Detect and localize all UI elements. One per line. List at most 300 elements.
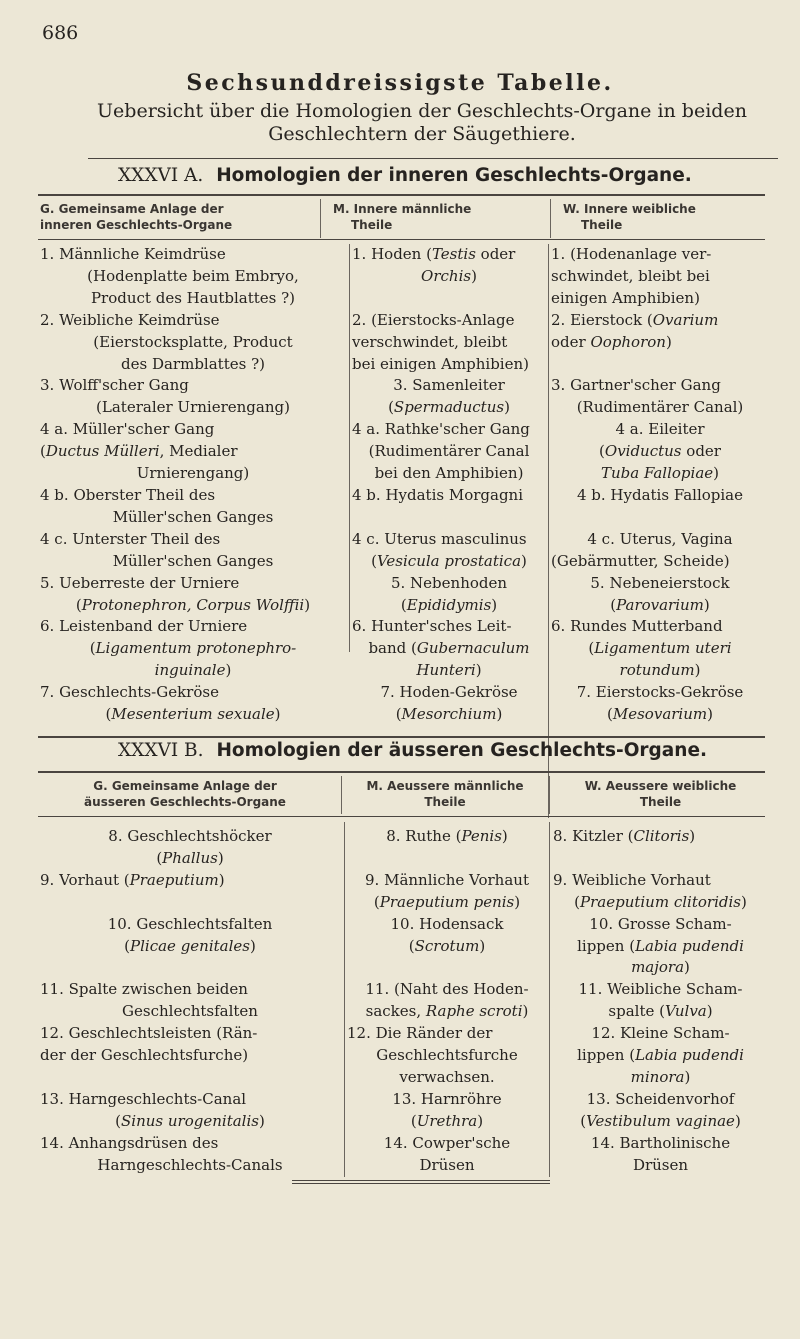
cell-text: 8. Geschlechtshöcker	[108, 827, 272, 845]
cell-text: 14. Anhangsdrüsen des	[40, 1133, 219, 1152]
cell-text: 3. Wolff'scher Gang	[40, 376, 189, 395]
table-cell-line	[553, 1089, 768, 1111]
table-cell-line	[553, 870, 768, 892]
table-cell-line	[551, 332, 769, 354]
latin-term: Raphe scroti	[425, 1002, 523, 1021]
table-cell-line	[40, 1067, 340, 1089]
cell-text: 1. Hoden (	[352, 245, 432, 263]
table-cell-line	[40, 892, 340, 914]
latin-term: Protonephron, Corpus Wolffii	[81, 595, 305, 614]
cell-text: )	[713, 464, 719, 483]
table-cell-line	[553, 1045, 768, 1067]
header-line: G. Gemeinsame Anlage der	[40, 202, 224, 216]
table-cell-line	[352, 463, 546, 485]
table-cell-line	[551, 704, 769, 726]
cell-text: 4 c. Uterus masculinus	[352, 529, 527, 548]
table-cell-line	[551, 441, 769, 463]
table-cell-line	[352, 375, 546, 397]
cell-text: 7. Eierstocks-Gekröse	[576, 683, 744, 702]
cell-text: 6. Leistenband der Urniere	[40, 617, 248, 636]
table-cell-line	[40, 638, 346, 660]
cell-text: (Rudimentärer Canal	[368, 442, 530, 461]
latin-term: minora	[630, 1067, 685, 1086]
cell-text: 13. Harngeschlechts-Canal	[40, 1089, 247, 1108]
subtitle-line: Geschlechtern der Säugethiere.	[268, 123, 576, 145]
column-divider	[550, 199, 551, 238]
cell-text: 11. Spalte zwischen beiden	[40, 980, 248, 999]
latin-term: Hunteri	[416, 661, 476, 680]
table-cell-line	[553, 848, 768, 870]
cell-text: )	[471, 266, 477, 285]
cell-text: 2. Weibliche Keimdrüse	[40, 310, 220, 329]
header-line: M. Innere männliche	[333, 202, 472, 216]
cell-text: )	[501, 827, 508, 845]
table-cell-line	[352, 354, 546, 376]
cell-text: (Hodenplatte beim Embryo,	[87, 266, 299, 285]
cell-text: )	[514, 892, 521, 911]
cell-text: (	[574, 892, 581, 911]
table-cell-line	[40, 551, 346, 573]
table-cell-line	[553, 957, 768, 979]
table-cell-line	[40, 1045, 340, 1067]
table-cell-line	[553, 1155, 768, 1177]
subtitle-line: Uebersicht über die Homologien der Geschlechts-Organe in beiden	[97, 100, 747, 122]
latin-term: Tuba Fallopiae	[600, 464, 714, 483]
cell-text: )	[504, 398, 510, 417]
section-a-heading: Homologien der inneren Geschlechts-Organe.	[216, 165, 692, 186]
table-cell-line	[40, 957, 340, 979]
table-cell-line	[551, 507, 769, 529]
table-cell-line	[352, 595, 546, 617]
cell-text: 4 a. Rathke'scher Gang	[352, 420, 530, 439]
cell-text: spalte (	[608, 1002, 665, 1021]
table-cell-line	[40, 507, 346, 529]
divider	[292, 1183, 550, 1184]
table-cell-line	[347, 848, 547, 870]
divider	[38, 194, 765, 196]
cell-text: (	[408, 936, 415, 955]
table-cell-line	[40, 595, 346, 617]
table-cell-line	[551, 288, 769, 310]
cell-text: )	[707, 705, 713, 724]
latin-term: majora	[631, 958, 685, 977]
cell-text: 4 b. Oberster Theil des	[40, 485, 216, 504]
table-cell-line	[40, 1111, 340, 1133]
cell-text: 10. Hodensack	[390, 914, 504, 933]
table-cell-line	[352, 638, 546, 660]
cell-text: )	[521, 551, 527, 570]
table-cell-line	[553, 914, 768, 936]
latin-term: Praeputium clitoridis	[580, 892, 741, 911]
cell-text: )	[694, 661, 701, 680]
cell-text: 10. Geschlechtsfalten	[107, 914, 273, 933]
table-cell-line	[40, 529, 346, 551]
cell-text: Drüsen	[419, 1155, 475, 1174]
cell-text: )	[684, 1067, 691, 1086]
header-b-common	[40, 778, 330, 810]
cell-text: 4 c. Uterus, Vagina	[587, 529, 733, 548]
table-cell-line	[553, 1111, 768, 1133]
table-cell-line	[553, 979, 768, 1001]
cell-text: (	[40, 442, 46, 461]
table-cell-line	[551, 660, 769, 682]
latin-term: Vulva	[664, 1002, 707, 1021]
cell-text: (	[580, 1111, 587, 1130]
latin-term: Praeputium penis	[379, 892, 515, 911]
table-cell-line	[40, 914, 340, 936]
table-cell-line	[551, 485, 769, 507]
table-cell-line	[352, 397, 546, 419]
cell-text: 3. Samenleiter	[393, 376, 505, 395]
table-cell-line	[352, 485, 546, 507]
table-cell-line	[40, 682, 346, 704]
latin-term: Mesenterium sexuale	[111, 705, 275, 724]
cell-text: 7. Geschlechts-Gekröse	[40, 683, 219, 702]
divider	[38, 771, 765, 773]
table-cell-line	[352, 507, 546, 529]
column-female-outer	[553, 826, 768, 1177]
table-cell-line	[551, 266, 769, 288]
cell-text: 13. Scheidenvorhof	[586, 1089, 735, 1108]
header-line: inneren Geschlechts-Organe	[40, 218, 233, 232]
table-cell-line	[347, 870, 547, 892]
cell-text: )	[665, 332, 672, 351]
table-cell-line	[40, 1133, 340, 1155]
latin-term: Epididymis	[406, 595, 492, 614]
cell-text: 4 a. Müller'scher Gang	[40, 420, 215, 439]
cell-text: )	[225, 661, 232, 680]
table-cell-line	[40, 375, 346, 397]
cell-text: (Lateraler Urnierengang)	[96, 398, 290, 417]
header-b-male	[345, 778, 545, 810]
cell-text: )	[479, 936, 486, 955]
section-b-title	[118, 740, 707, 761]
cell-text: (	[388, 398, 394, 417]
table-cell-line	[347, 826, 547, 848]
table-cell-line	[40, 332, 346, 354]
table-cell-line	[551, 310, 769, 332]
cell-text: 14. Bartholinische	[590, 1133, 731, 1152]
column-divider	[549, 776, 550, 814]
table-cell-line	[551, 573, 769, 595]
cell-text: der der Geschlechtsfurche)	[40, 1046, 249, 1065]
latin-term: Ovarium	[652, 310, 719, 329]
cell-text: Harngeschlechts-Canals	[97, 1155, 283, 1174]
cell-text: (	[89, 639, 96, 658]
section-a-number: XXXVI A.	[118, 165, 204, 186]
cell-text: 4 a. Eileiter	[615, 420, 705, 439]
latin-term: Vesicula prostatica	[376, 551, 522, 570]
table-cell-line	[40, 485, 346, 507]
cell-text: (	[105, 705, 112, 724]
table-cell-line	[40, 1089, 340, 1111]
cell-text: 2. Eierstock (	[551, 310, 653, 329]
latin-term: Ligamentum uteri	[594, 639, 732, 658]
cell-text: 1. Männliche Keimdrüse	[40, 245, 226, 263]
cell-text: , Medialer	[159, 442, 238, 461]
table-cell-line	[40, 936, 340, 958]
latin-term: Testis	[431, 245, 476, 263]
cell-text: )	[274, 705, 281, 724]
table-cell-line	[347, 1045, 547, 1067]
header-line: Theile	[639, 795, 682, 809]
latin-term: Orchis	[421, 266, 472, 285]
table-cell-line	[553, 1023, 768, 1045]
cell-text: )	[522, 1002, 529, 1021]
cell-text: 4 c. Unterster Theil des	[40, 529, 221, 548]
cell-text: )	[304, 595, 311, 614]
latin-term: rotundum	[619, 661, 695, 680]
cell-text: 11. (Naht des Hoden-	[365, 980, 529, 999]
column-divider	[548, 244, 549, 818]
cell-text: (	[115, 1111, 122, 1130]
cell-text: (	[599, 442, 605, 461]
cell-text: 6. Hunter'sches Leit-	[352, 617, 512, 636]
cell-text: sackes,	[365, 1002, 426, 1021]
latin-term: Mesovarium	[612, 705, 708, 724]
cell-text: 7. Hoden-Gekröse	[380, 683, 518, 702]
cell-text: 8. Kitzler (	[553, 827, 634, 845]
table-cell-line	[40, 1023, 340, 1045]
cell-text: )	[496, 705, 503, 724]
cell-text: 13. Harnröhre	[392, 1089, 502, 1108]
cell-text: oder	[681, 442, 721, 461]
column-divider	[549, 822, 550, 1177]
table-cell-line	[347, 1001, 547, 1023]
column-divider	[341, 776, 342, 814]
cell-text: 9. Männliche Vorhaut	[365, 870, 529, 889]
header-line: äusseren Geschlechts-Organe	[84, 795, 286, 809]
table-cell-line	[347, 1111, 547, 1133]
cell-text: )	[491, 595, 498, 614]
column-divider	[320, 199, 321, 238]
cell-text: 12. Die Ränder der	[347, 1024, 493, 1043]
table-cell-line	[551, 616, 769, 638]
table-cell-line	[40, 1001, 340, 1023]
table-cell-line	[347, 979, 547, 1001]
column-divider	[349, 244, 350, 652]
table-cell-line	[347, 1155, 547, 1177]
table-cell-line	[40, 1155, 340, 1177]
latin-term: Labia pudendi	[635, 1046, 744, 1065]
divider	[88, 158, 778, 159]
cell-text: band (	[368, 639, 417, 658]
table-cell-line	[40, 704, 346, 726]
table-cell-line	[347, 957, 547, 979]
cell-text: 9. Vorhaut (	[40, 870, 130, 889]
table-cell-line	[40, 244, 346, 266]
cell-text: Urnierengang)	[136, 464, 250, 483]
cell-text: (Rudimentärer Canal)	[576, 398, 744, 417]
cell-text: (	[371, 551, 377, 570]
cell-text: )	[477, 1111, 484, 1130]
table-cell-line	[40, 266, 346, 288]
cell-text: (	[610, 595, 617, 614]
cell-text: 6. Rundes Mutterband	[551, 617, 723, 636]
cell-text: 9. Weibliche Vorhaut	[553, 870, 711, 889]
cell-text: oder	[475, 245, 516, 263]
cell-text: einigen Amphibien)	[551, 288, 700, 307]
table-cell-line	[352, 660, 546, 682]
latin-term: Penis	[461, 827, 502, 845]
cell-text: )	[218, 870, 225, 889]
cell-text: Geschlechtsfalten	[122, 1002, 258, 1021]
cell-text: 8. Ruthe (	[386, 827, 462, 845]
cell-text: )	[703, 595, 710, 614]
header-a-common	[40, 201, 310, 233]
table-cell-line	[352, 573, 546, 595]
cell-text: (	[588, 639, 595, 658]
cell-text: oder	[551, 332, 591, 351]
cell-text: 10. Grosse Scham-	[589, 914, 732, 933]
table-cell-line	[40, 848, 340, 870]
header-line: W. Aeussere weibliche	[584, 779, 737, 793]
cell-text: Müller'schen Ganges	[112, 551, 274, 570]
table-cell-line	[553, 936, 768, 958]
table-cell-line	[352, 529, 546, 551]
cell-text: 5. Nebeneierstock	[590, 573, 730, 592]
page-number: 686	[42, 22, 79, 44]
table-cell-line	[347, 1089, 547, 1111]
latin-term: Oviductus	[604, 442, 682, 461]
table-cell-line	[352, 288, 546, 310]
table-cell-line	[352, 551, 546, 573]
latin-term: Spermaductus	[393, 398, 505, 417]
section-b-number: XXXVI B.	[118, 740, 204, 761]
table-cell-line	[551, 463, 769, 485]
cell-text: (	[395, 705, 402, 724]
table-cell-line	[551, 529, 769, 551]
header-b-female	[553, 778, 768, 810]
cell-text: Product des Hautblattes ?)	[90, 288, 296, 307]
table-cell-line	[347, 914, 547, 936]
table-cell-line	[551, 595, 769, 617]
latin-term: Urethra	[416, 1111, 478, 1130]
cell-text: verschwindet, bleibt	[352, 332, 508, 351]
table-cell-line	[40, 419, 346, 441]
table-cell-line	[553, 1067, 768, 1089]
table-cell-line	[40, 573, 346, 595]
table-cell-line	[352, 704, 546, 726]
table-cell-line	[551, 551, 769, 573]
divider	[38, 816, 765, 817]
cell-text: (	[410, 1111, 417, 1130]
latin-term: Phallus	[162, 848, 218, 867]
cell-text: )	[740, 892, 747, 911]
column-common-inner	[40, 244, 346, 726]
latin-term: Vestibulum vaginae	[586, 1111, 735, 1130]
table-cell-line	[347, 892, 547, 914]
cell-text: )	[217, 848, 224, 867]
cell-text: )	[475, 661, 482, 680]
latin-term: Ligamentum protonephro-	[95, 639, 297, 658]
cell-text: verwachsen.	[399, 1067, 495, 1086]
table-cell-line	[551, 682, 769, 704]
table-cell-line	[352, 332, 546, 354]
table-cell-line	[347, 936, 547, 958]
divider	[38, 239, 765, 240]
section-a-title	[118, 165, 692, 186]
table-cell-line	[40, 354, 346, 376]
table-cell-line	[40, 310, 346, 332]
header-line: Theile	[581, 218, 623, 232]
cell-text: (Eierstocksplatte, Product	[93, 332, 293, 351]
table-cell-line	[551, 375, 769, 397]
cell-text: )	[258, 1111, 265, 1130]
table-cell-line	[40, 441, 346, 463]
latin-term: Parovarium	[616, 595, 704, 614]
cell-text: 2. (Eierstocks-Anlage	[352, 310, 515, 329]
table-cell-line	[352, 682, 546, 704]
latin-term: inguinale	[154, 661, 226, 680]
cell-text: lippen (	[577, 1046, 636, 1065]
table-cell-line	[352, 310, 546, 332]
header-line: W. Innere weibliche	[563, 202, 696, 216]
table-cell-line	[40, 397, 346, 419]
table-cell-line	[352, 441, 546, 463]
cell-text: 4 b. Hydatis Fallopiae	[576, 485, 744, 504]
cell-text: 12. Kleine Scham-	[591, 1024, 730, 1043]
table-cell-line	[551, 419, 769, 441]
table-cell-line	[553, 1001, 768, 1023]
divider	[38, 736, 765, 738]
cell-text: Geschlechtsfurche	[376, 1046, 518, 1065]
table-cell-line	[553, 826, 768, 848]
latin-term: Praeputium	[129, 870, 219, 889]
latin-term: Scrotum	[414, 936, 480, 955]
cell-text: Müller'schen Ganges	[112, 507, 274, 526]
cell-text: (	[75, 595, 82, 614]
column-common-outer	[40, 826, 340, 1177]
divider	[292, 1180, 550, 1181]
table-cell-line	[347, 1133, 547, 1155]
cell-text: 3. Gartner'scher Gang	[551, 376, 721, 395]
table-title: Sechsunddreissigste Tabelle.	[186, 70, 614, 96]
table-cell-line	[40, 870, 340, 892]
table-cell-line	[352, 266, 546, 288]
column-female-inner	[551, 244, 769, 726]
cell-text: 5. Nebenhoden	[390, 573, 508, 592]
header-line: G. Gemeinsame Anlage der	[93, 779, 277, 793]
column-male-outer	[347, 826, 547, 1177]
cell-text: bei den Amphibien)	[374, 464, 524, 483]
table-cell-line	[347, 1023, 547, 1045]
cell-text: (	[156, 848, 163, 867]
table-cell-line	[347, 1067, 547, 1089]
cell-text: 1. (Hodenanlage ver-	[551, 245, 712, 263]
header-line: Theile	[424, 795, 466, 809]
table-cell-line	[40, 826, 340, 848]
cell-text: Drüsen	[632, 1155, 689, 1174]
cell-text: (	[607, 705, 613, 724]
table-cell-line	[551, 397, 769, 419]
table-cell-line	[40, 979, 340, 1001]
cell-text: bei einigen Amphibien)	[352, 354, 529, 373]
cell-text: (	[124, 936, 131, 955]
cell-text: lippen (	[577, 936, 636, 955]
table-cell-line	[40, 288, 346, 310]
cell-text: 11. Weibliche Scham-	[578, 980, 743, 999]
table-cell-line	[40, 463, 346, 485]
section-b-heading: Homologien der äusseren Geschlechts-Organe.	[216, 740, 708, 761]
cell-text: )	[689, 827, 696, 845]
header-a-female	[563, 201, 763, 233]
table-cell-line	[352, 244, 546, 266]
latin-term: Plicae genitales	[130, 936, 250, 955]
table-cell-line	[551, 354, 769, 376]
column-male-inner	[352, 244, 546, 726]
cell-text: (Gebärmutter, Scheide)	[551, 551, 730, 570]
